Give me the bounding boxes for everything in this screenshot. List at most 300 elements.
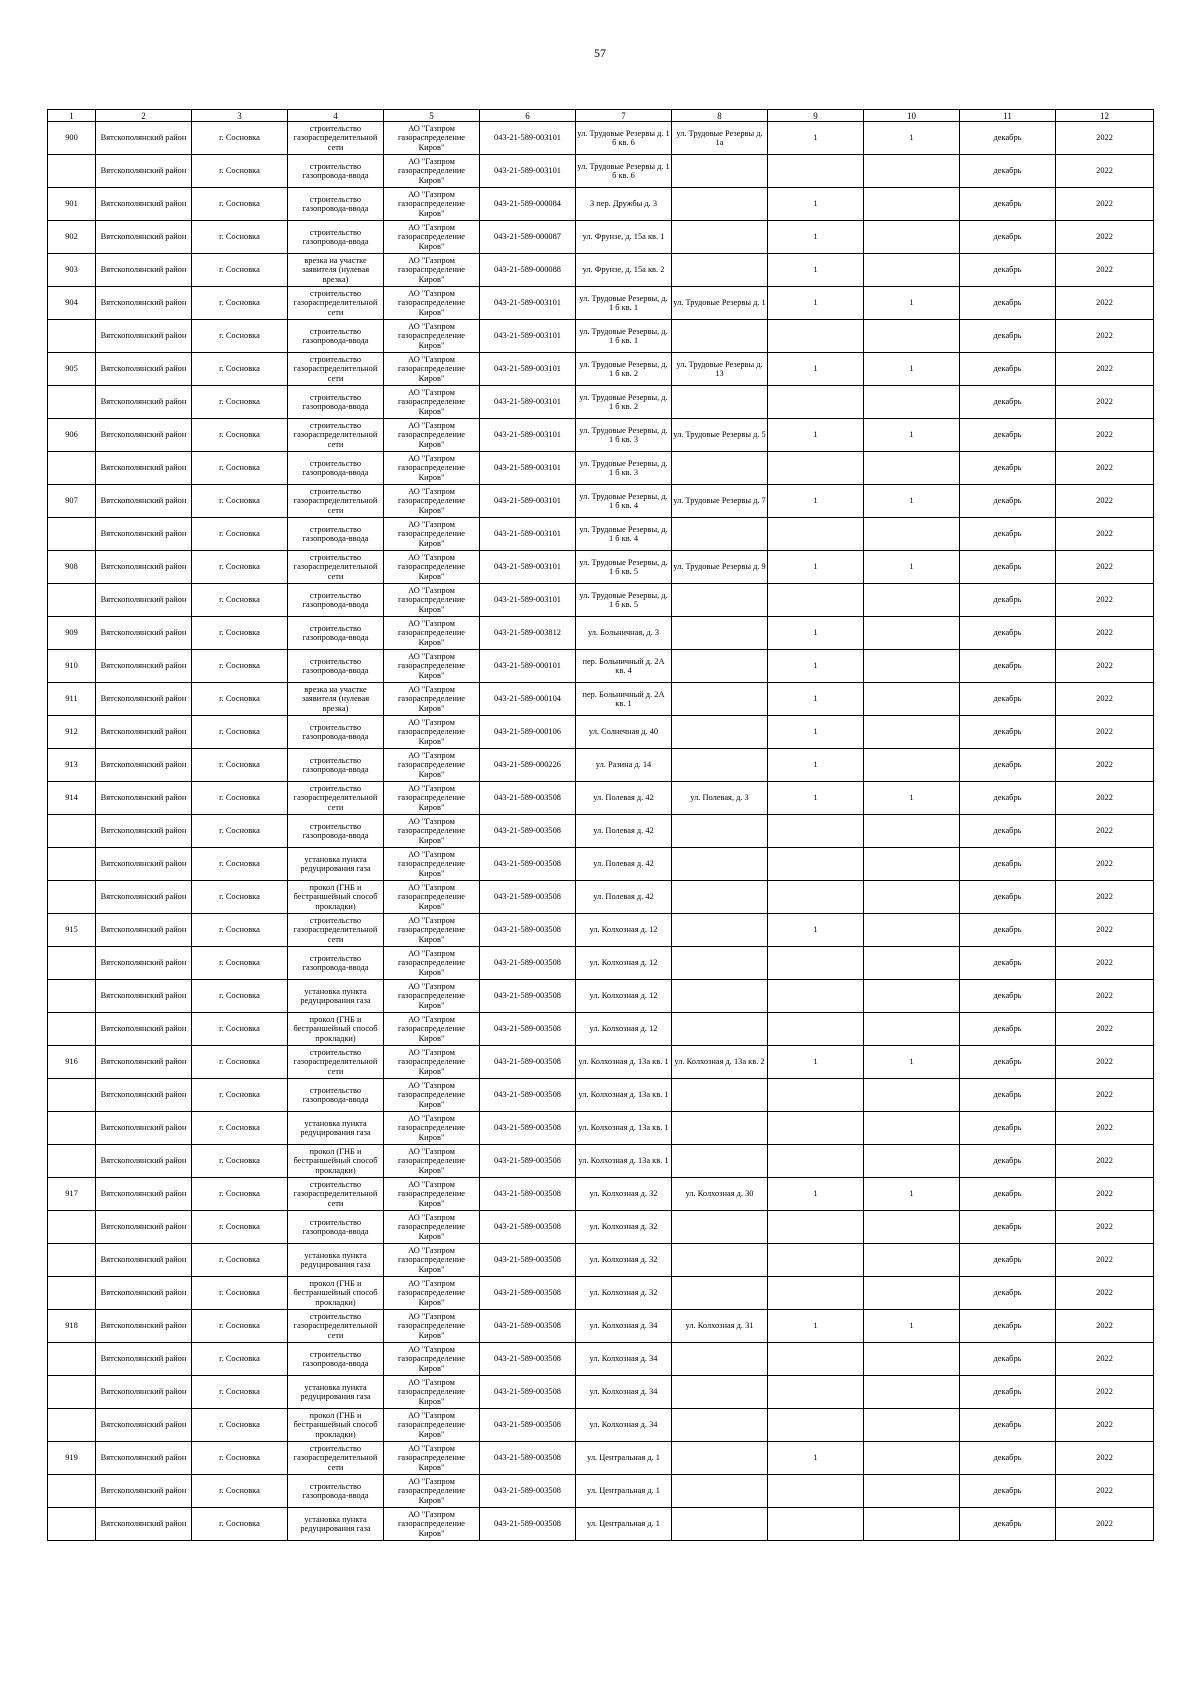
cell-text: г. Сосновка	[219, 1354, 260, 1364]
column-header: 4	[288, 110, 384, 122]
cell-text: декабрь	[993, 199, 1022, 209]
row-number-cell	[48, 848, 96, 881]
work-type-cell	[288, 683, 384, 716]
work-type-cell	[288, 1277, 384, 1310]
column-header: 5	[384, 110, 480, 122]
column-header: 8	[672, 110, 768, 122]
address-cell	[576, 452, 672, 485]
cell-text: Вятскополянский район	[100, 760, 187, 770]
year-cell	[1056, 518, 1154, 551]
cell-text: 2022	[1096, 1222, 1113, 1232]
address-cell	[576, 1145, 672, 1178]
cell-text: ул. Трудовые Резервы д. 1	[673, 298, 766, 308]
year-cell	[1056, 1046, 1154, 1079]
cell-text: строительство газопровода-ввода	[302, 227, 369, 246]
count-cell	[768, 1211, 864, 1244]
table-row	[48, 551, 1154, 584]
address-cell	[576, 1244, 672, 1277]
district-cell	[96, 485, 192, 518]
month-cell	[960, 1343, 1056, 1376]
cell-text: 1	[813, 430, 818, 440]
district-cell	[96, 815, 192, 848]
year-cell	[1056, 122, 1154, 155]
count-cell	[768, 221, 864, 254]
cell-text: 043-21-589-003508	[494, 1453, 561, 1463]
cell-text: декабрь	[993, 1156, 1022, 1166]
count2-cell	[864, 947, 960, 980]
cell-text: 1	[813, 1453, 818, 1463]
address-cell	[576, 320, 672, 353]
cell-text: строительство газопровода-ввода	[302, 326, 369, 345]
address-cell	[576, 914, 672, 947]
organization-cell	[384, 1475, 480, 1508]
count2-cell	[864, 1277, 960, 1310]
cell-text: 2022	[1096, 199, 1113, 209]
cell-text: ул. Колхозная д. 13а кв. 1	[578, 1090, 669, 1100]
cell-text: строительство газопровода-ввода	[302, 755, 369, 774]
address-cell	[576, 716, 672, 749]
cell-text: ул. Полевая, д. 3	[690, 793, 749, 803]
organization-cell	[384, 1046, 480, 1079]
locality-cell	[192, 683, 288, 716]
table-row	[48, 815, 1154, 848]
district-cell	[96, 1244, 192, 1277]
cell-text: 916	[65, 1057, 78, 1067]
cell-text: АО "Газпром газораспределение Киров"	[397, 751, 466, 779]
address-cell	[576, 1310, 672, 1343]
row-number-cell	[48, 1244, 96, 1277]
cell-text: г. Сосновка	[219, 331, 260, 341]
year-cell	[1056, 584, 1154, 617]
second-address-cell	[672, 1508, 768, 1541]
locality-cell	[192, 452, 288, 485]
work-type-cell	[288, 518, 384, 551]
cell-text: 2022	[1096, 430, 1113, 440]
locality-cell	[192, 419, 288, 452]
cell-text: г. Сосновка	[219, 1453, 260, 1463]
locality-cell	[192, 1112, 288, 1145]
column-header: 3	[192, 110, 288, 122]
address-cell	[576, 881, 672, 914]
cell-text: г. Сосновка	[219, 1222, 260, 1232]
count2-cell	[864, 1409, 960, 1442]
cell-text: Вятскополянский район	[100, 1255, 187, 1265]
row-number-cell	[48, 1079, 96, 1112]
district-cell	[96, 650, 192, 683]
cell-text: ул. Колхозная д. 34	[589, 1387, 658, 1397]
count2-cell	[864, 848, 960, 881]
cell-text: ул. Трудовые Резервы д. 1 б кв. 6	[577, 161, 670, 180]
count-cell	[768, 749, 864, 782]
row-number-cell	[48, 386, 96, 419]
year-cell	[1056, 221, 1154, 254]
cell-text: ул. Трудовые Резервы, д. 1 б кв. 5	[579, 557, 668, 576]
address-cell	[576, 1046, 672, 1079]
row-number-cell	[48, 782, 96, 815]
address-cell	[576, 485, 672, 518]
code-cell	[480, 1277, 576, 1310]
row-number-cell	[48, 914, 96, 947]
count2-cell	[864, 254, 960, 287]
year-cell	[1056, 716, 1154, 749]
year-cell	[1056, 551, 1154, 584]
cell-text: ул. Трудовые Резервы, д. 1 б кв. 1	[579, 293, 668, 312]
cell-text: декабрь	[993, 595, 1022, 605]
cell-text: Вятскополянский район	[100, 1354, 187, 1364]
month-cell	[960, 749, 1056, 782]
second-address-cell	[672, 980, 768, 1013]
work-type-cell	[288, 221, 384, 254]
cell-text: декабрь	[993, 1189, 1022, 1199]
column-header: 10	[864, 110, 960, 122]
cell-text: 043-21-589-000101	[494, 661, 561, 671]
register-table	[47, 109, 1154, 1541]
month-cell	[960, 1145, 1056, 1178]
cell-text: г. Сосновка	[219, 166, 260, 176]
district-cell	[96, 518, 192, 551]
count-cell	[768, 1508, 864, 1541]
cell-text: ул. Трудовые Резервы, д. 1 б кв. 4	[579, 524, 668, 543]
month-cell	[960, 353, 1056, 386]
address-cell	[576, 1343, 672, 1376]
organization-cell	[384, 650, 480, 683]
second-address-cell	[672, 749, 768, 782]
cell-text: 043-21-589-000084	[494, 199, 561, 209]
count2-cell	[864, 1244, 960, 1277]
organization-cell	[384, 617, 480, 650]
row-number-cell	[48, 1112, 96, 1145]
month-cell	[960, 815, 1056, 848]
code-cell	[480, 584, 576, 617]
cell-text: г. Сосновка	[219, 1090, 260, 1100]
count-cell	[768, 914, 864, 947]
count2-cell	[864, 353, 960, 386]
cell-text: декабрь	[993, 760, 1022, 770]
month-cell	[960, 122, 1056, 155]
code-cell	[480, 1376, 576, 1409]
table-row	[48, 1178, 1154, 1211]
month-cell	[960, 287, 1056, 320]
month-cell	[960, 518, 1056, 551]
code-cell	[480, 1013, 576, 1046]
cell-text: Вятскополянский район	[100, 1024, 187, 1034]
district-cell	[96, 1277, 192, 1310]
row-number-cell	[48, 617, 96, 650]
locality-cell	[192, 1409, 288, 1442]
cell-text: АО "Газпром газораспределение Киров"	[397, 619, 466, 647]
cell-text: 2022	[1096, 133, 1113, 143]
year-cell	[1056, 1343, 1154, 1376]
work-type-cell	[288, 1178, 384, 1211]
count2-cell	[864, 782, 960, 815]
cell-text: ул. Трудовые Резервы д. 5	[673, 430, 766, 440]
year-cell	[1056, 1277, 1154, 1310]
organization-cell	[384, 254, 480, 287]
cell-text: декабрь	[993, 562, 1022, 572]
cell-text: 043-21-589-000088	[494, 265, 561, 275]
month-cell	[960, 188, 1056, 221]
cell-text: 900	[65, 133, 78, 143]
district-cell	[96, 1475, 192, 1508]
count2-cell	[864, 1145, 960, 1178]
cell-text: Вятскополянский район	[100, 859, 187, 869]
code-cell	[480, 980, 576, 1013]
code-cell	[480, 914, 576, 947]
year-cell	[1056, 1442, 1154, 1475]
address-cell	[576, 848, 672, 881]
month-cell	[960, 1376, 1056, 1409]
cell-text: декабрь	[993, 727, 1022, 737]
locality-cell	[192, 1145, 288, 1178]
cell-text: 043-21-589-003508	[494, 1156, 561, 1166]
cell-text: установка пункта редуцирования газа	[300, 1514, 371, 1533]
count-cell	[768, 188, 864, 221]
table-row	[48, 254, 1154, 287]
year-cell	[1056, 155, 1154, 188]
count2-cell	[864, 386, 960, 419]
cell-text: 2022	[1096, 1387, 1113, 1397]
cell-text: декабрь	[993, 859, 1022, 869]
cell-text: 1	[813, 298, 818, 308]
cell-text: 2022	[1096, 232, 1113, 242]
cell-text: г. Сосновка	[219, 430, 260, 440]
cell-text: прокол (ГНБ и бестраншейный способ прокладки)	[293, 1411, 378, 1439]
count2-cell	[864, 617, 960, 650]
second-address-cell	[672, 518, 768, 551]
table-row	[48, 749, 1154, 782]
month-cell	[960, 419, 1056, 452]
row-number-cell	[48, 1145, 96, 1178]
second-address-cell	[672, 650, 768, 683]
work-type-cell	[288, 551, 384, 584]
organization-cell	[384, 1244, 480, 1277]
district-cell	[96, 1409, 192, 1442]
cell-text: г. Сосновка	[219, 1387, 260, 1397]
cell-text: Вятскополянский район	[100, 1321, 187, 1331]
code-cell	[480, 650, 576, 683]
table-row	[48, 650, 1154, 683]
cell-text: г. Сосновка	[219, 1486, 260, 1496]
cell-text: 043-21-589-003508	[494, 826, 561, 836]
row-number-cell	[48, 1409, 96, 1442]
cell-text: 904	[65, 298, 78, 308]
year-cell	[1056, 1310, 1154, 1343]
organization-cell	[384, 485, 480, 518]
work-type-cell	[288, 155, 384, 188]
table-row	[48, 1046, 1154, 1079]
row-number-cell	[48, 1376, 96, 1409]
second-address-cell	[672, 1145, 768, 1178]
row-number-cell	[48, 1475, 96, 1508]
locality-cell	[192, 947, 288, 980]
cell-text: 1	[813, 496, 818, 506]
cell-text: АО "Газпром газораспределение Киров"	[397, 1180, 466, 1208]
locality-cell	[192, 287, 288, 320]
cell-text: 2022	[1096, 265, 1113, 275]
cell-text: 2022	[1096, 1354, 1113, 1364]
count-cell	[768, 848, 864, 881]
cell-text: ул. Колхозная д. 34	[589, 1354, 658, 1364]
cell-text: 905	[65, 364, 78, 374]
table-row	[48, 1145, 1154, 1178]
cell-text: декабрь	[993, 694, 1022, 704]
district-cell	[96, 947, 192, 980]
organization-cell	[384, 1013, 480, 1046]
cell-text: г. Сосновка	[219, 232, 260, 242]
year-cell	[1056, 782, 1154, 815]
cell-text: ул. Колхозная д. 34	[589, 1321, 658, 1331]
cell-text: Вятскополянский район	[100, 892, 187, 902]
code-cell	[480, 848, 576, 881]
month-cell	[960, 947, 1056, 980]
count2-cell	[864, 551, 960, 584]
cell-text: ул. Колхозная д. 32	[589, 1189, 658, 1199]
work-type-cell	[288, 1013, 384, 1046]
code-cell	[480, 287, 576, 320]
cell-text: строительство газопровода-ввода	[302, 1217, 369, 1236]
cell-text: ул. Полевая д. 42	[593, 826, 654, 836]
year-cell	[1056, 1508, 1154, 1541]
cell-text: 043-21-589-003101	[494, 496, 561, 506]
cell-text: АО "Газпром газораспределение Киров"	[397, 1246, 466, 1274]
cell-text: декабрь	[993, 529, 1022, 539]
cell-text: Вятскополянский район	[100, 1090, 187, 1100]
address-cell	[576, 287, 672, 320]
work-type-cell	[288, 815, 384, 848]
table-row	[48, 1244, 1154, 1277]
cell-text: 1	[813, 628, 818, 638]
district-cell	[96, 419, 192, 452]
code-cell	[480, 188, 576, 221]
table-row	[48, 716, 1154, 749]
cell-text: 043-21-589-003508	[494, 1123, 561, 1133]
count-cell	[768, 320, 864, 353]
work-type-cell	[288, 254, 384, 287]
cell-text: строительство газопровода-ввода	[302, 821, 369, 840]
second-address-cell	[672, 452, 768, 485]
locality-cell	[192, 122, 288, 155]
organization-cell	[384, 749, 480, 782]
code-cell	[480, 1178, 576, 1211]
year-cell	[1056, 1376, 1154, 1409]
district-cell	[96, 1046, 192, 1079]
district-cell	[96, 980, 192, 1013]
cell-text: прокол (ГНБ и бестраншейный способ прокладки)	[293, 1015, 378, 1043]
cell-text: Вятскополянский район	[100, 1189, 187, 1199]
organization-cell	[384, 980, 480, 1013]
cell-text: строительство газопровода-ввода	[302, 656, 369, 675]
code-cell	[480, 155, 576, 188]
cell-text: 1	[909, 496, 914, 506]
cell-text: строительство газопровода-ввода	[302, 590, 369, 609]
cell-text: 043-21-589-003101	[494, 298, 561, 308]
cell-text: АО "Газпром газораспределение Киров"	[397, 487, 466, 515]
cell-text: АО "Газпром газораспределение Киров"	[397, 256, 466, 284]
second-address-cell	[672, 584, 768, 617]
code-cell	[480, 254, 576, 287]
cell-text: 912	[65, 727, 78, 737]
month-cell	[960, 1508, 1056, 1541]
cell-text: ул. Колхозная д. 34	[589, 1420, 658, 1430]
cell-text: АО "Газпром газораспределение Киров"	[397, 520, 466, 548]
table-row	[48, 287, 1154, 320]
year-cell	[1056, 353, 1154, 386]
year-cell	[1056, 650, 1154, 683]
row-number-cell	[48, 485, 96, 518]
count2-cell	[864, 1046, 960, 1079]
cell-text: ул. Солнечная д. 40	[588, 727, 659, 737]
cell-text: 043-21-589-003508	[494, 1321, 561, 1331]
cell-text: ул. Разина д. 14	[595, 760, 652, 770]
work-type-cell	[288, 848, 384, 881]
organization-cell	[384, 188, 480, 221]
organization-cell	[384, 452, 480, 485]
cell-text: 1	[813, 232, 818, 242]
work-type-cell	[288, 1046, 384, 1079]
cell-text: г. Сосновка	[219, 1420, 260, 1430]
cell-text: АО "Газпром газораспределение Киров"	[397, 1048, 466, 1076]
cell-text: 043-21-589-003101	[494, 133, 561, 143]
cell-text: ул. Колхозная д. 12	[589, 925, 658, 935]
year-cell	[1056, 1244, 1154, 1277]
year-cell	[1056, 1013, 1154, 1046]
cell-text: декабрь	[993, 1255, 1022, 1265]
cell-text: 043-21-589-000087	[494, 232, 561, 242]
cell-text: 1	[813, 1189, 818, 1199]
locality-cell	[192, 1310, 288, 1343]
cell-text: установка пункта редуцирования газа	[300, 854, 371, 873]
cell-text: АО "Газпром газораспределение Киров"	[397, 718, 466, 746]
cell-text: Вятскополянский район	[100, 1453, 187, 1463]
code-cell	[480, 1079, 576, 1112]
district-cell	[96, 386, 192, 419]
cell-text: г. Сосновка	[219, 298, 260, 308]
year-cell	[1056, 881, 1154, 914]
code-cell	[480, 1244, 576, 1277]
cell-text: строительство газопровода-ввода	[302, 722, 369, 741]
work-type-cell	[288, 617, 384, 650]
column-header: 11	[960, 110, 1056, 122]
month-cell	[960, 980, 1056, 1013]
page-number: 57	[594, 46, 606, 60]
row-number-cell	[48, 287, 96, 320]
address-cell	[576, 749, 672, 782]
cell-text: Вятскополянский район	[100, 727, 187, 737]
cell-text: 2022	[1096, 562, 1113, 572]
cell-text: АО "Газпром газораспределение Киров"	[397, 1444, 466, 1472]
cell-text: 2022	[1096, 1486, 1113, 1496]
second-address-cell	[672, 1310, 768, 1343]
cell-text: 1	[909, 1189, 914, 1199]
table-row	[48, 782, 1154, 815]
organization-cell	[384, 551, 480, 584]
cell-text: прокол (ГНБ и бестраншейный способ прокладки)	[293, 883, 378, 911]
second-address-cell	[672, 155, 768, 188]
row-number-cell	[48, 518, 96, 551]
cell-text: ул. Колхозная д. 32	[589, 1222, 658, 1232]
district-cell	[96, 1013, 192, 1046]
cell-text: г. Сосновка	[219, 1255, 260, 1265]
code-cell	[480, 683, 576, 716]
district-cell	[96, 1376, 192, 1409]
count-cell	[768, 485, 864, 518]
row-number-cell	[48, 716, 96, 749]
table-row	[48, 1376, 1154, 1409]
cell-text: 908	[65, 562, 78, 572]
code-cell	[480, 452, 576, 485]
cell-text: 043-21-589-003508	[494, 925, 561, 935]
count2-cell	[864, 1310, 960, 1343]
